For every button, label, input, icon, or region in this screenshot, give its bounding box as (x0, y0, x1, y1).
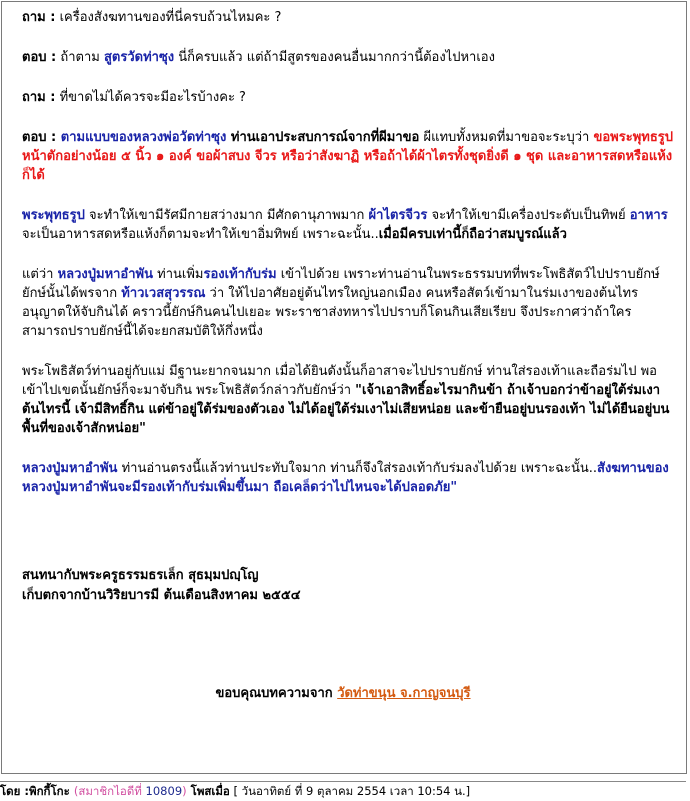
signature (22, 566, 301, 606)
answer-2: ตอบ : ตามแบบของหลวงพ่อวัดท่าซุง ท่านเอาประสบการณ์จากที่ผีมาขอ ผีแทบทั้งหมดที่มาขอจะระบุว่า ขอพระพุทธรูปหน้าตักอย่างน้อย ๕ นิ้ว ๑ องค์ ขอผ้าสบง จีวร หรือว่าสังฆาฏิ หรือถ้าได้ผ้าไตรทั้งชุดยิ่งดี ๑ ชุด และอาหารสดหรือแห้งก็ได้ (22, 130, 674, 183)
paragraph-offerings: พระพุทธรูป จะทำให้เขามีรัศมีกายสว่างมาก มีศักดานุภาพมาก ผ้าไตรจีวร จะทำให้เขามีเครื่องประดับเป็นทิพย์ อาหาร จะเป็นอาหารสดหรือแห้งก็ตามจะทำให้เขาอิ่มทิพย์ เพราะฉะนั้น..เมื่อมีครบเท่านี้ก็ถือว่าสมบูรณ์แล้ว (22, 208, 668, 242)
question-2: ถาม : ที่ขาดไม่ได้ควรจะมีอะไรบ้างคะ ? (22, 90, 246, 105)
paragraph-story: พระโพธิสัตว์ท่านอยู่กับแม่ มีฐานะยากจนมาก เมื่อได้ยินดังนั้นก็อาสาจะไปปราบยักษ์ ท่านใส่รองเท้าและถือร่มไป พอเข้าไปเขตนั้นยักษ์ก็จะมาจับกิน พระโพธิสัตว์กล่าวกับยักษ์ว่า "เจ้าเอาสิทธิ์อะไรมากินข้า ถ้าเจ้าบอกว่าข้าอยู่ใต้ร่มเงาต้นไทรนี้ เจ้ามีสิทธิ์กิน แต่ข้าอยู่ใต้ร่มของตัวเอง ไม่ได้อยู่ใต้ร่มเงาไม่เสียหน่อย และข้ายืนอยู่บนรองเท้า ไม่ได้ยืนอยู่บนพื้นที่ของเจ้าสักหน่อย" (22, 364, 670, 436)
answer-1: ตอบ : ถ้าตาม สูตรวัดท่าซุง นี่ก็ครบแล้ว แต่ถ้ามีสูตรของคนอื่นมากกว่านี้ต้องไปหาเอง (22, 50, 495, 65)
paragraph-luang-pu: แต่ว่า หลวงปู่มหาอำพัน ท่านเพิ่มรองเท้ากับร่ม เข้าไปด้วย เพราะท่านอ่านในพระธรรมบทที่พระโพธิสัตว์ไปปราบยักษ์ ยักษ์นั้นได้พรจาก ท้าวเวสสุวรรณ ว่า ให้ไปอาศัยอยู่ต้นไทรใหญ่นอกเมือง คนหรือสัตว์เข้ามาในร่มเงาของต้นไทรอนุญาตให้จับกินได้ คราวนี้ยักษ์กินคนไปเยอะ พระราชาส่งทหารไปปราบก็โดนกินเสียเรียบ จึงประกาศว่าถ้าใครสามารถปราบยักษ์นี้ได้จะยกสมบัติให้กึ่งหนึ่ง (22, 267, 660, 339)
signature-line-2: เก็บตกจากบ้านวิริยบารมี ต้นเดือนสิงหาคม ๒๕๕๔ (22, 588, 301, 603)
member-label: สมาชิกไอดีที่ (78, 784, 146, 798)
question-1: ถาม : เครื่องสังฆทานของที่นี่ครบถ้วนไหมคะ ? (22, 10, 282, 25)
member-id-link[interactable]: 10809 (145, 784, 183, 798)
post-date: [ วันอาทิตย์ ที่ 9 ตุลาคม 2554 เวลา 10:54 น.] (229, 784, 471, 798)
post-content (22, 8, 677, 518)
post-footer: โดย :พิกกี้โกะ (สมาชิกไอดีที่ 10809) โพสเมื่อ [ วันอาทิตย์ ที่ 9 ตุลาคม 2554 เวลา 10:54 น.] (0, 781, 686, 800)
credit-line: ขอบคุณบทความจาก วัดท่าขนุน จ.กาญจนบุรี (215, 686, 471, 701)
paragraph-conclusion: หลวงปู่มหาอำพัน ท่านอ่านตรงนี้แล้วท่านประทับใจมาก ท่านก็จึงใส่รองเท้ากับร่มลงไปด้วย เพราะฉะนั้น..สังฆทานของหลวงปู่มหาอำพันจะมีรองเท้ากับร่มเพิ่มขึ้นมา ถือเคล็ดว่าไปไหนจะได้ปลอดภัย" (22, 461, 669, 495)
signature-line-1: สนทนากับพระครูธรรมธรเล็ก สุธมฺมปญฺโญ (22, 568, 259, 583)
source-link[interactable]: วัดท่าขนุน จ.กาญจนบุรี (337, 686, 471, 701)
